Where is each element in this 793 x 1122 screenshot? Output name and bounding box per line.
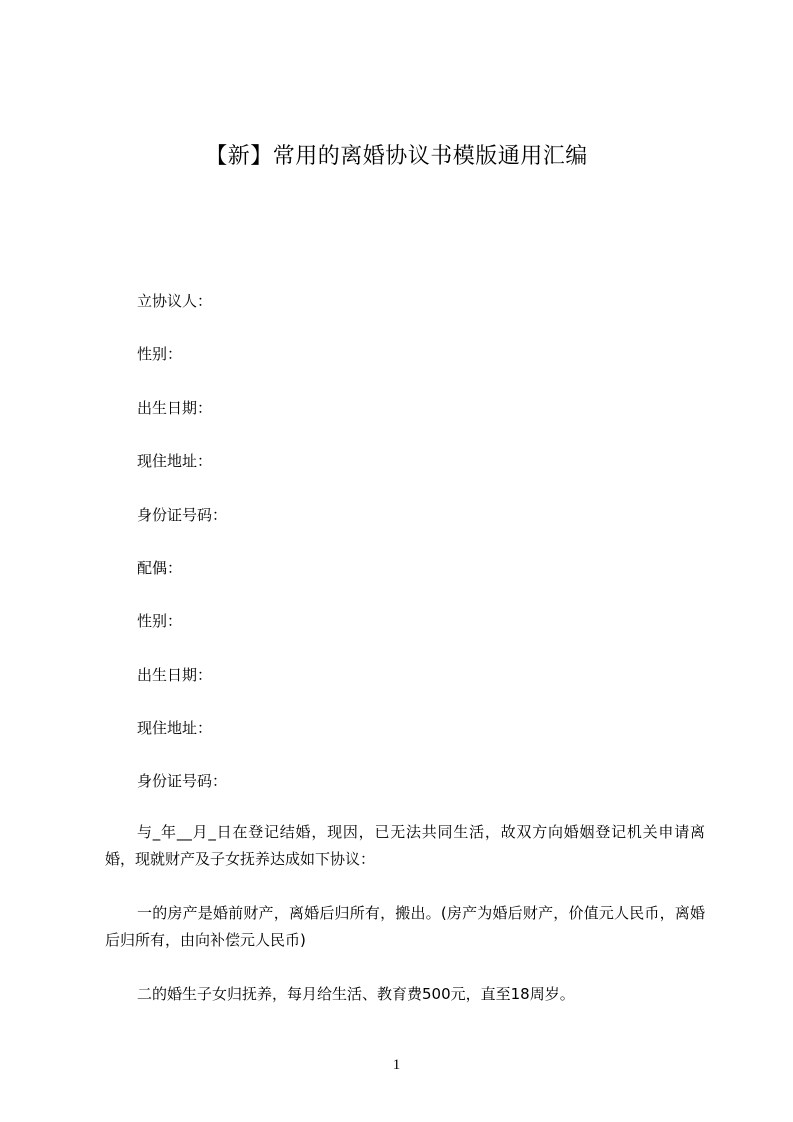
field-gender-1: 性别： — [137, 345, 183, 363]
field-gender-2: 性别： — [137, 612, 183, 630]
paragraph-marriage-statement: 与_年__月_日在登记结婚，现因，已无法共同生活，故双方向婚姻登记机关申请离婚，现就财产及子女抚养达成如下协议： — [105, 823, 705, 868]
field-id-number-1: 身份证号码： — [137, 506, 228, 524]
page-number: 1 — [392, 1057, 401, 1073]
document-title: 【新】常用的离婚协议书模版通用汇编 — [205, 144, 588, 169]
field-address-2: 现住地址： — [137, 719, 213, 737]
field-spouse: 配偶： — [137, 559, 183, 577]
paragraph-child-custody-clause: 二的婚生子女归抚养，每月给生活、教育费500元，直至18周岁。 — [137, 985, 575, 1003]
field-birth-date-1: 出生日期： — [137, 399, 213, 417]
field-birth-date-2: 出生日期： — [137, 666, 213, 684]
field-id-number-2: 身份证号码： — [137, 772, 228, 790]
paragraph-property-clause: 一的房产是婚前财产，离婚后归所有，搬出。(房产为婚后财产，价值元人民币，离婚后归所有，由向补偿元人民币) — [105, 904, 705, 949]
field-agreement-party: 立协议人： — [137, 292, 213, 310]
field-address-1: 现住地址： — [137, 452, 213, 470]
